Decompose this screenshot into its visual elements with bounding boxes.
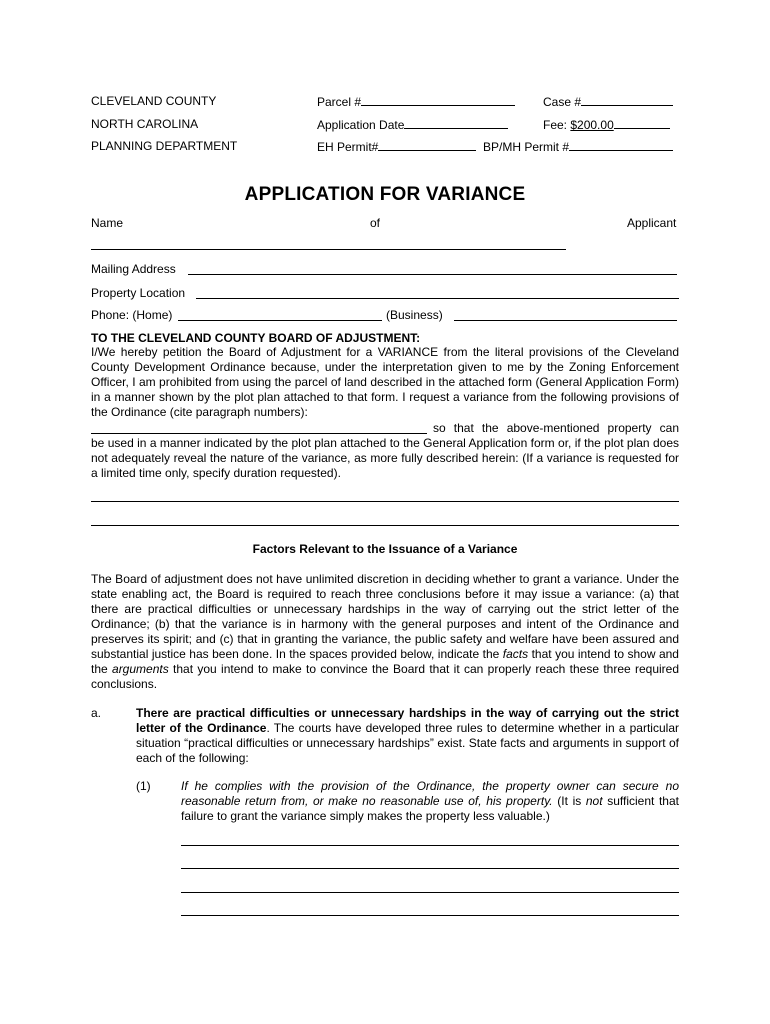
phone-business-label: (Business) bbox=[386, 308, 443, 322]
arguments-word: arguments bbox=[112, 662, 169, 676]
item-1-blank-3[interactable] bbox=[181, 892, 679, 893]
item-a-paragraph bbox=[136, 706, 679, 766]
parcel-blank[interactable] bbox=[361, 94, 515, 106]
item-1-italic: If he complies with the provision of the Ordinance, the property owner can secure no reasonable return from, or make no reasonable use of, his property. bbox=[181, 779, 679, 808]
of-label: of bbox=[370, 216, 381, 230]
application-date-field[interactable] bbox=[317, 117, 508, 132]
county-name: CLEVELAND COUNTY bbox=[91, 94, 217, 108]
application-date-label: Application Date bbox=[317, 118, 405, 132]
item-1-blank-1[interactable] bbox=[181, 845, 679, 846]
eh-permit-label: EH Permit# bbox=[317, 140, 379, 154]
document-title: APPLICATION FOR VARIANCE bbox=[244, 184, 526, 205]
item-a-bold: There are practical difficulties or unnecessary hardships in the way of carrying out the strict letter of the Ordinance bbox=[136, 706, 679, 735]
mailing-address-label: Mailing Address bbox=[91, 262, 176, 276]
petition-paragraph-1: I/We hereby petition the Board of Adjustment for a VARIANCE from the literal provisions of the Cleveland County Development Ordinance because, under the interpretation given to me by the Zoning Enforcement Officer, I am prohibited from using the parcel of land described in the attached form (General Application Form) in a manner shown by the plot plan attached to that form. I request a variance from the following provisions of the Ordinance (cite paragraph numbers): bbox=[91, 345, 679, 419]
fee-value: $200.00 bbox=[570, 118, 614, 132]
case-field[interactable] bbox=[543, 94, 673, 109]
fee-label: Fee: bbox=[543, 118, 568, 132]
not-word: not bbox=[585, 794, 603, 808]
item-a-marker: a. bbox=[91, 706, 102, 720]
mailing-address-blank[interactable] bbox=[188, 274, 677, 275]
petition-heading: TO THE CLEVELAND COUNTY BOARD OF ADJUSTMENT: bbox=[91, 331, 421, 345]
phone-home-label: Phone: (Home) bbox=[91, 308, 173, 322]
item-1-rest-2: sufficient that failure to grant the variance simply makes the property less valuable.) bbox=[181, 794, 679, 823]
property-location-label: Property Location bbox=[91, 286, 186, 300]
item-1-marker: (1) bbox=[136, 779, 151, 793]
state-name: NORTH CAROLINA bbox=[91, 117, 199, 131]
case-blank[interactable] bbox=[581, 94, 673, 106]
bpmh-permit-label: BP/MH Permit # bbox=[483, 140, 570, 154]
item-1-blank-4[interactable] bbox=[181, 915, 679, 916]
factors-intro-2: that you intend to show and the bbox=[91, 647, 679, 676]
fee-blank bbox=[614, 117, 670, 129]
petition-paragraph-3: be used in a manner indicated by the plot plan attached to the General Application form or, if the plot plan does not adequately reveal the nature of the variance, as more fully described herein: (If a variance is requested for a limited time only, specify duration requested). bbox=[91, 436, 679, 480]
factors-intro-1: The Board of adjustment does not have unlimited discretion in deciding whether to grant a variance. Under the state enabling act, the Board is required to reach three conclusions before it may issue a variance: (a) that there are practical difficulties or unnecessary hardships in the way of carrying out the strict letter of the Ordinance; (b) that the variance is in harmony with the general purposes and intent of the Ordinance and preserves its spirit; and (c) that in granting the variance, the public safety and welfare have been assured and substantial justice has been done. In the spaces provided below, indicate the bbox=[91, 572, 679, 661]
factors-paragraph bbox=[91, 572, 679, 692]
factors-heading: Factors Relevant to the Issuance of a Variance bbox=[252, 542, 518, 556]
item-1-paragraph bbox=[181, 779, 679, 824]
item-1-blank-2[interactable] bbox=[181, 868, 679, 869]
petition-paragraph-2: so that the above-mentioned property can bbox=[433, 421, 679, 435]
phone-home-blank[interactable] bbox=[178, 320, 382, 321]
fee-field bbox=[543, 117, 670, 132]
item-1-rest-1: (It is bbox=[552, 794, 586, 808]
factors-intro-3: that you intend to make to convince the Board that it can properly reach these three required conclusions. bbox=[91, 662, 680, 691]
application-date-blank[interactable] bbox=[404, 117, 508, 129]
name-blank[interactable] bbox=[91, 249, 566, 250]
parcel-field[interactable] bbox=[317, 94, 515, 109]
property-location-blank[interactable] bbox=[196, 298, 679, 299]
provisions-blank[interactable] bbox=[91, 433, 427, 434]
description-blank-2[interactable] bbox=[91, 525, 679, 526]
department-name: PLANNING DEPARTMENT bbox=[91, 139, 238, 153]
name-label: Name bbox=[91, 216, 124, 230]
case-label: Case # bbox=[543, 95, 582, 109]
eh-permit-blank[interactable] bbox=[378, 139, 476, 151]
facts-word: facts bbox=[502, 647, 529, 661]
applicant-label: Applicant bbox=[627, 216, 677, 230]
bpmh-permit-blank[interactable] bbox=[569, 139, 673, 151]
item-a-rest: . The courts have developed three rules to determine whether in a particular situation “practical difficulties or unnecessary hardships” exist. State facts and arguments in support of each of the following: bbox=[136, 721, 679, 765]
parcel-label: Parcel # bbox=[317, 95, 362, 109]
eh-permit-field[interactable] bbox=[317, 139, 476, 154]
description-blank-1[interactable] bbox=[91, 501, 679, 502]
bpmh-permit-field[interactable] bbox=[483, 139, 673, 154]
phone-business-blank[interactable] bbox=[454, 320, 677, 321]
